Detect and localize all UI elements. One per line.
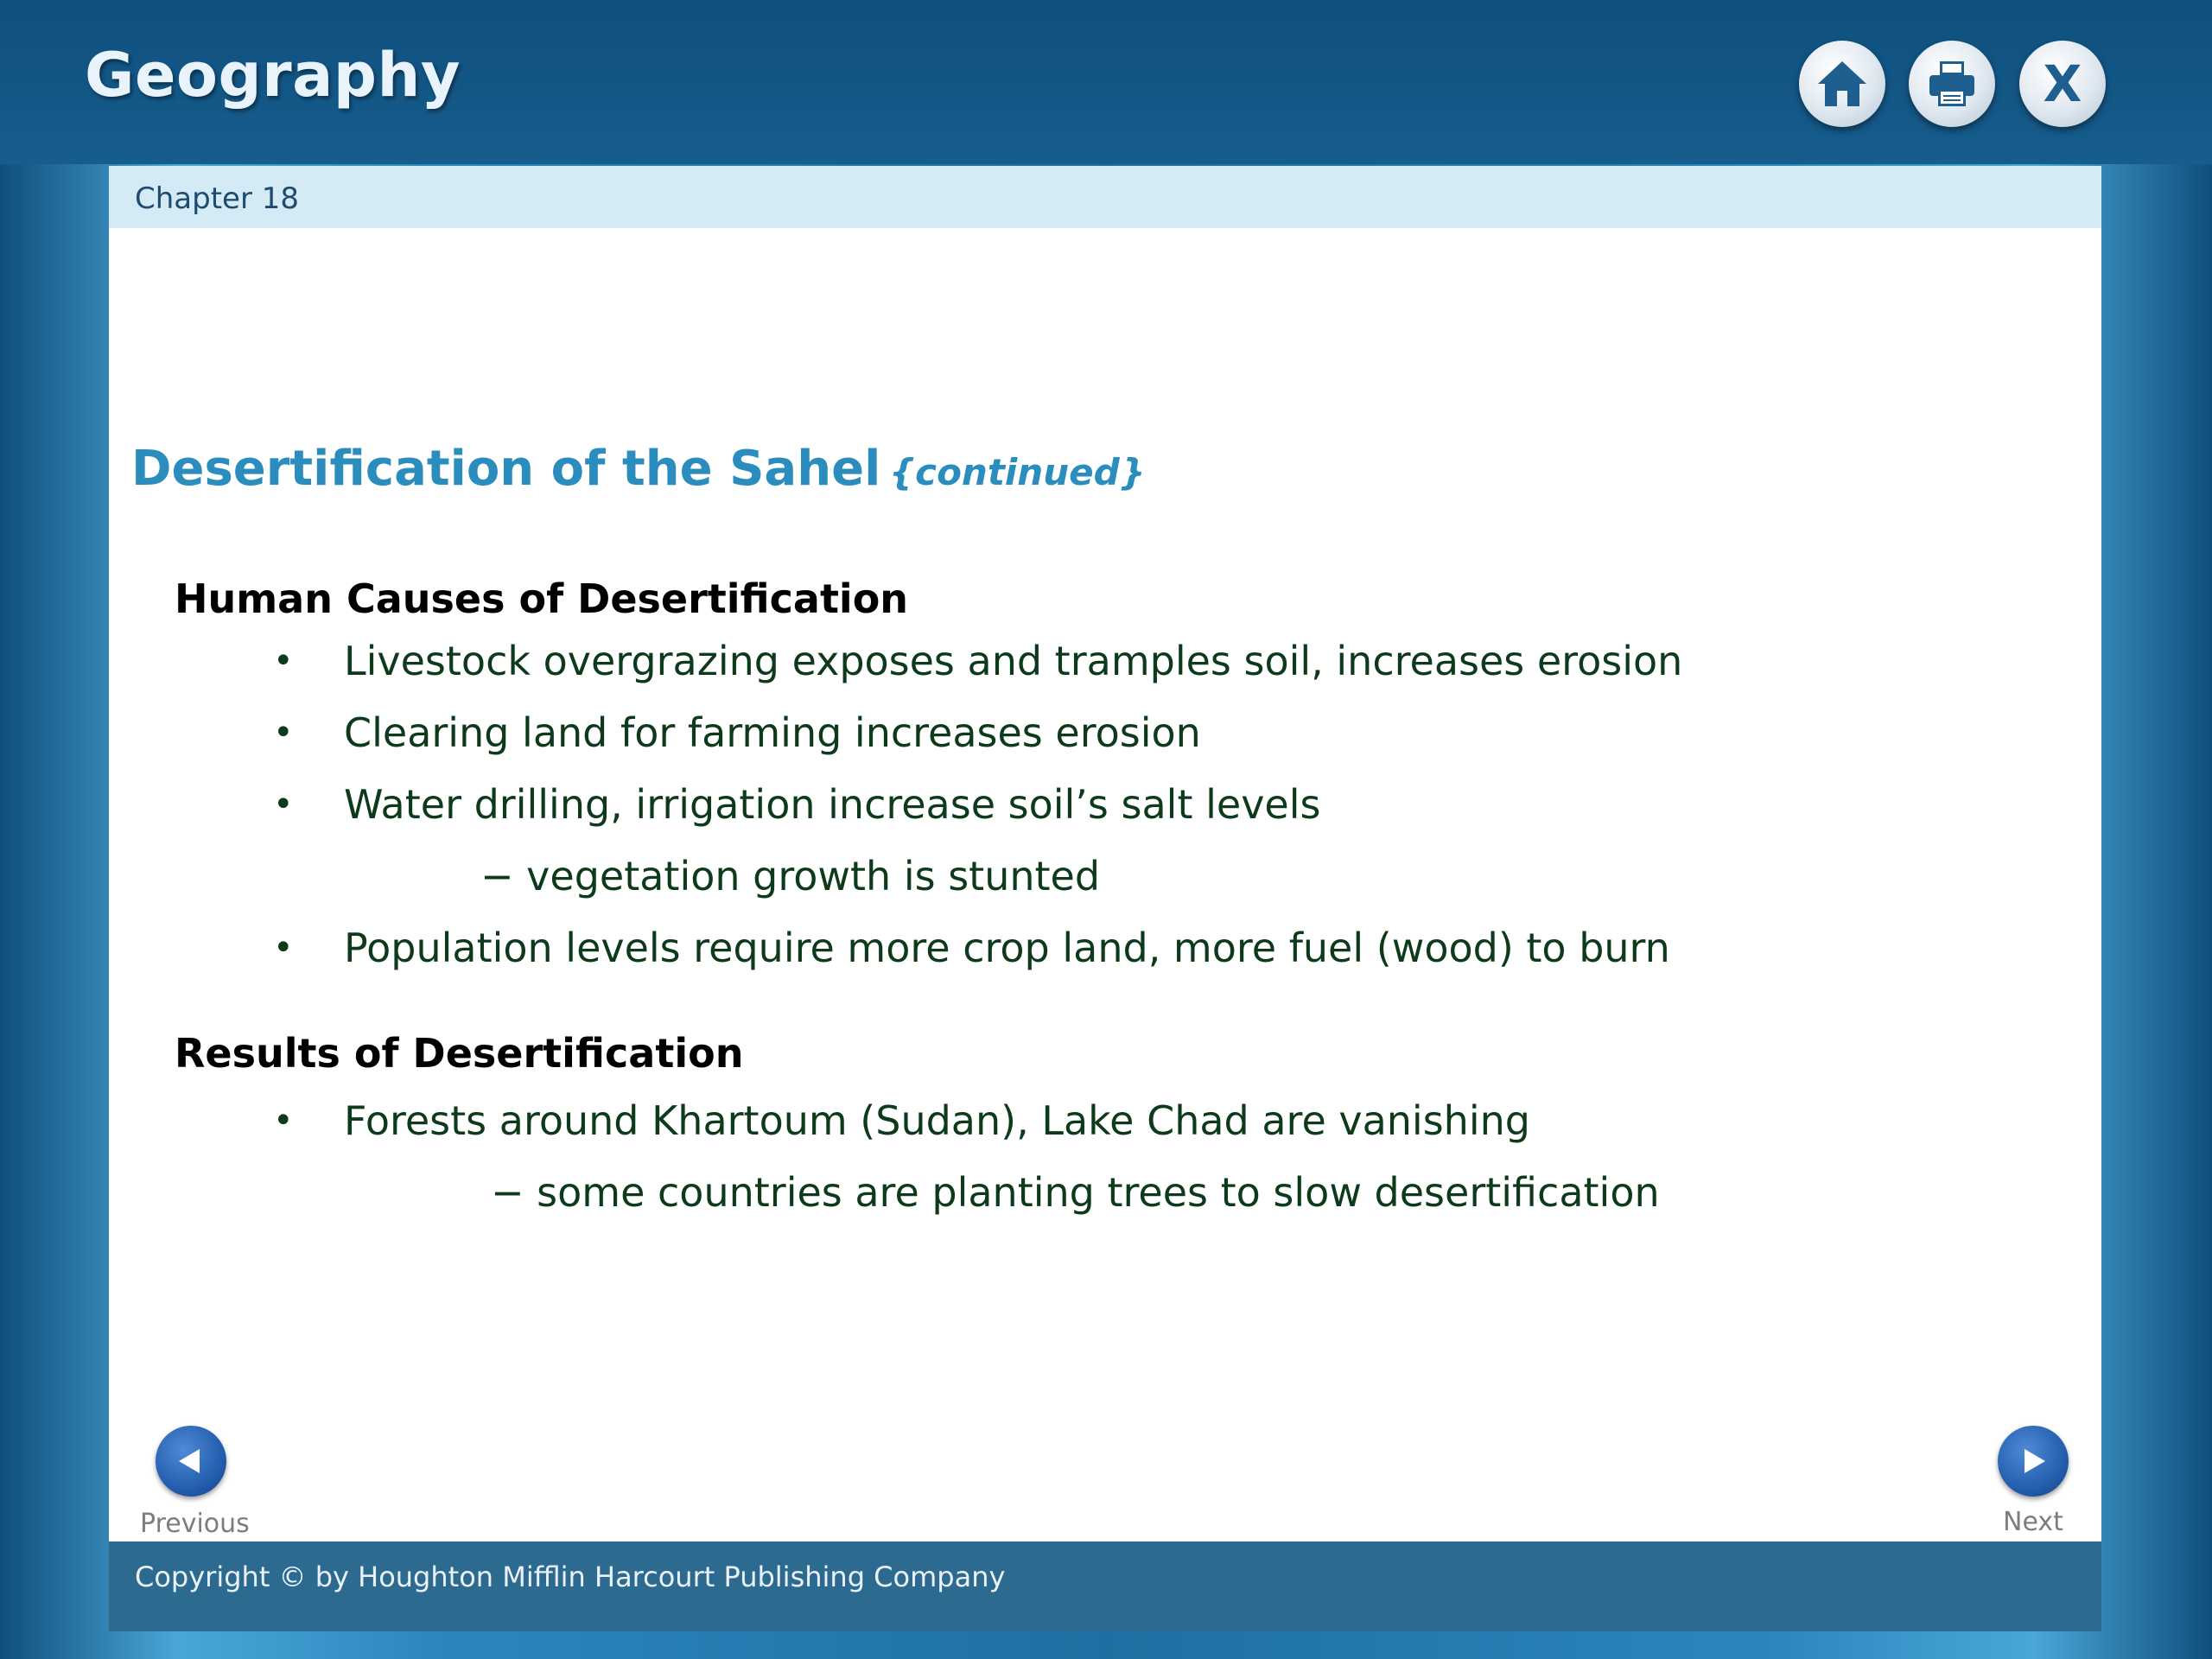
bullet-marker: • <box>273 641 294 681</box>
close-icon <box>2035 56 2090 111</box>
close-glyph: X <box>2043 56 2082 111</box>
slide-title-suffix: {continued} <box>889 451 1146 493</box>
sub-list-item: − vegetation growth is stunted <box>480 853 1101 899</box>
list-item: Clearing land for farming increases erosion <box>344 709 1201 756</box>
chapter-bar <box>109 166 2101 228</box>
arrow-right-icon <box>2016 1444 2050 1478</box>
next-label[interactable]: Next <box>2003 1507 2063 1537</box>
bullet-marker: • <box>273 1101 294 1141</box>
chapter-label: Chapter 18 <box>135 181 300 216</box>
home-icon <box>1815 56 1870 111</box>
section-heading-results: Results of Desertification <box>175 1030 744 1077</box>
list-item: Water drilling, irrigation increase soil’s salt levels <box>344 781 1321 828</box>
slide-title <box>131 441 1146 497</box>
slide-title-text: Desertification of the Sahel <box>131 441 881 497</box>
app-title: Geography <box>85 40 461 111</box>
content-panel <box>109 166 2101 1541</box>
list-item: Population levels require more crop land, more fuel (wood) to burn <box>344 925 1670 971</box>
bullet-marker: • <box>273 713 294 753</box>
previous-label[interactable]: Previous <box>140 1509 250 1539</box>
home-button[interactable] <box>1799 41 1885 127</box>
bullet-marker: • <box>273 928 294 968</box>
list-item: Forests around Khartoum (Sudan), Lake Chad are vanishing <box>344 1097 1530 1144</box>
previous-button[interactable] <box>156 1426 226 1497</box>
copyright-text: Copyright © by Houghton Mifflin Harcourt Publishing Company <box>135 1560 1006 1593</box>
close-button[interactable] <box>2019 41 2106 127</box>
bullet-marker: • <box>273 785 294 824</box>
list-item: Livestock overgrazing exposes and tramples soil, increases erosion <box>344 638 1683 684</box>
footer-bar <box>109 1541 2101 1631</box>
section-heading-causes: Human Causes of Desertification <box>175 575 909 622</box>
print-icon <box>1924 56 1980 111</box>
arrow-left-icon <box>174 1444 208 1478</box>
sub-list-item: − some countries are planting trees to slow desertification <box>491 1169 1660 1216</box>
next-button[interactable] <box>1998 1426 2069 1497</box>
print-button[interactable] <box>1909 41 1995 127</box>
